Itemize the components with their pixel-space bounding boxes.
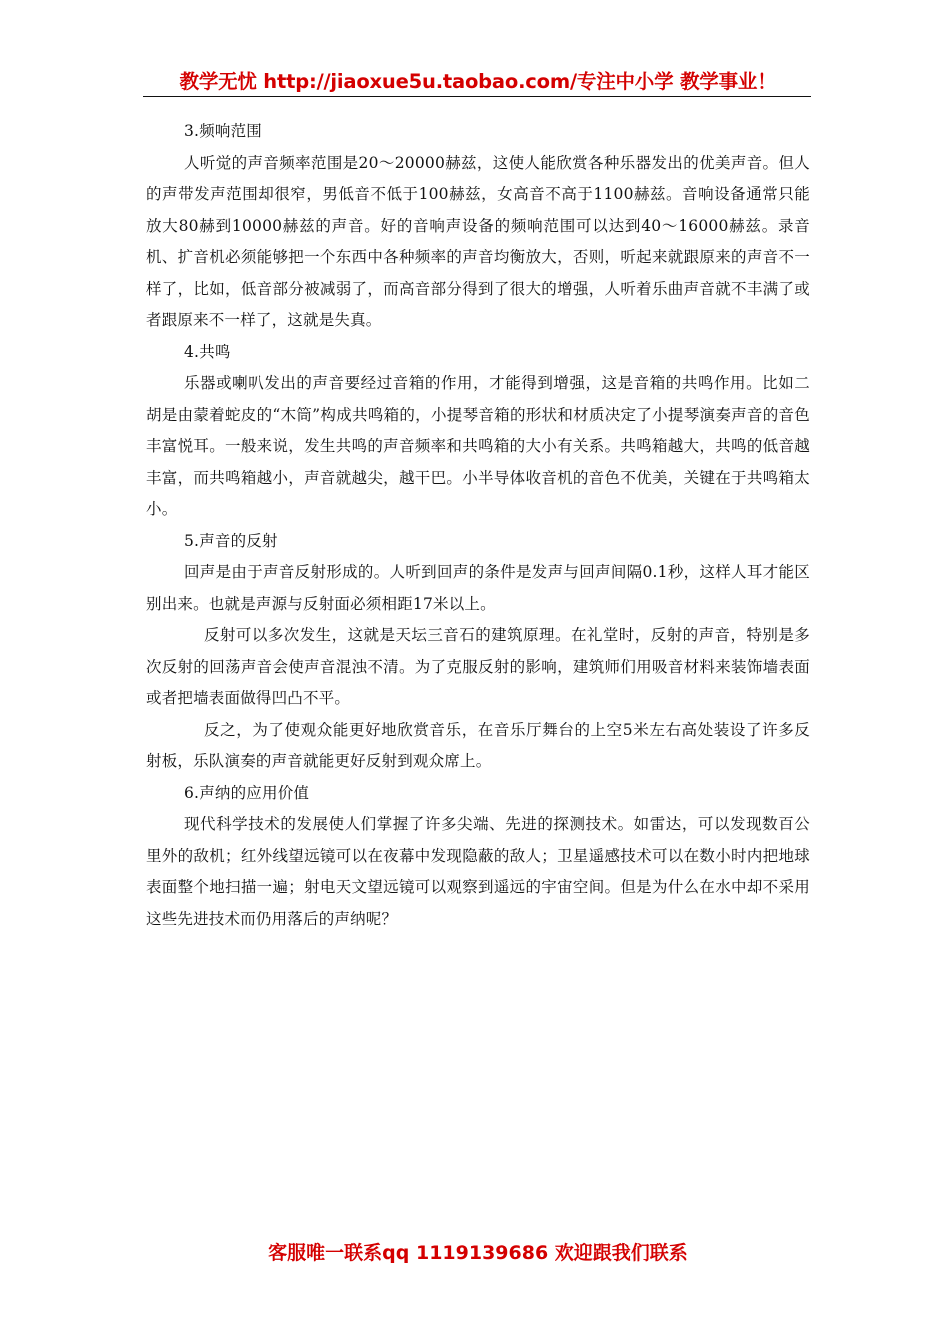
section-5-paragraph-2: 反射可以多次发生，这就是天坛三音石的建筑原理。在礼堂时，反射的声音，特别是多次反射的回荡声音会使声音混浊不清。为了克服反射的影响，建筑师们用吸音材料来装饰墙表面或者把墙表面做得凹凸不平。 <box>146 626 810 707</box>
header-divider <box>143 96 811 97</box>
section-3-paragraph-1: 人听觉的声音频率范围是20～20000赫兹，这使人能欣赏各种乐器发出的优美声音。但人的声带发声范围却很窄，男低音不低于100赫兹，女高音不高于1100赫兹。音响设备通常只能放大80赫到10000赫兹的声音。好的音响声设备的频响范围可以达到40～16000赫兹。录音机、扩音机必须能够把一个东西中各种频率的声音均衡放大，否则，听起来就跟原来的声音不一样了，比如，低音部分被减弱了，而高音部分得到了很大的增强，人听着乐曲声音就不丰满了或者跟原来不一样了，这就是失真。 <box>146 153 810 329</box>
section-heading-3: 3.频响范围 <box>184 122 262 140</box>
section-heading-6: 6.声纳的应用价值 <box>184 783 310 802</box>
section-6-paragraph-1: 现代科学技术的发展使人们掌握了许多尖端、先进的探测技术。如雷达，可以发现数百公里外的敌机；红外线望远镜可以在夜幕中发现隐蔽的敌人；卫星遥感技术可以在数小时内把地球表面整个地扫描一遍；射电天文望远镜可以观察到遥远的宇宙空间。但是为什么在水中却不采用这些先进技术而仍用落后的声纳呢？ <box>146 815 810 928</box>
section-5-paragraph-3: 反之，为了使观众能更好地欣赏音乐，在音乐厅舞台的上空5米左右高处装设了许多反射板，乐队演奏的声音就能更好反射到观众席上。 <box>146 720 810 770</box>
section-4-paragraph-1: 乐器或喇叭发出的声音要经过音箱的作用，才能得到增强，这是音箱的共鸣作用。比如二胡是由蒙着蛇皮的“木筒”构成共鸣箱的，小提琴音箱的形状和材质决定了小提琴演奏声音的音色丰富悦耳。一般来说，发生共鸣的声音频率和共鸣箱的大小有关系。共鸣箱越大，共鸣的低音越丰富，而共鸣箱越小，声音就越尖，越干巴。小半导体收音机的音色不优美，关键在于共鸣箱太小。 <box>146 374 810 518</box>
section-5-paragraph-1: 回声是由于声音反射形成的。人听到回声的条件是发声与回声间隔0.1秒，这样人耳才能区别出来。也就是声源与反射面必须相距17米以上。 <box>146 563 810 613</box>
document-body <box>146 116 810 935</box>
section-heading-5: 5.声音的反射 <box>184 531 278 550</box>
section-heading-4: 4.共鸣 <box>184 342 231 361</box>
page-footer-contact: 客服唯一联系qq 1119139686 欢迎跟我们联系 <box>268 1242 688 1264</box>
page-header-banner: 教学无忧 http://jiaoxue5u.taobao.com/专注中小学 教学事业！ <box>179 70 777 93</box>
